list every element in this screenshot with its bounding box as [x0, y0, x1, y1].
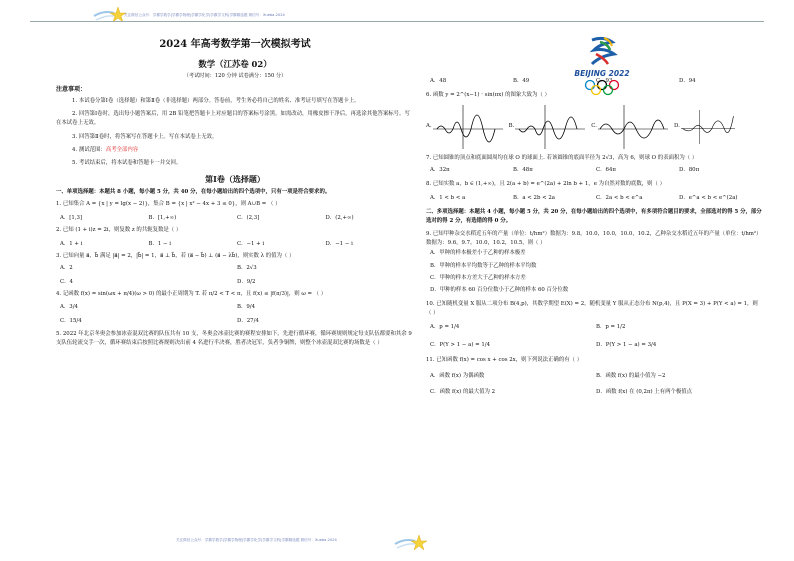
- question-10: [426, 300, 762, 350]
- section2-intro: 二、多项选择题：本题共 4 小题，每小题 5 分，共 20 分，在每小题给出的四个选项中，有多项符合题目的要求，全部选对的得 5 分，部分选对的得 2 分，有选错的得 0 分。: [426, 208, 762, 224]
- option-c[interactable]: C．−1 + i: [237, 240, 265, 247]
- option-d[interactable]: D．函数 f(x) 在 (0,2π) 上有两个极值点: [596, 388, 693, 395]
- option-d[interactable]: D．(2,+∞): [325, 215, 354, 222]
- shooting-star-icon: [393, 532, 427, 554]
- question-stem: 11. 已知函数 f(x) = cos x + cos 2x，则下列说法正确的有（ ）: [426, 356, 583, 363]
- question-stem: 3. 已知向量 a⃗，b⃗ 满足 |a⃗| = 2，|b⃗| = 1，a⃗ ⊥ b⃗，若 (a⃗ − b⃗) ⊥ (a⃗ − λb⃗)，则实数 λ 的值为（ ）: [56, 252, 295, 259]
- footer-text: 关注微信公众号：学霸学数学|学霸学物理|学霸学化学|学霸学文科|学霸精选题 微信号：Xueba-2024: [176, 538, 337, 542]
- notice-item: 2. 回答第Ⅰ卷时，选出每小题答案后，用 2B 铅笔把答题卡上对应题目的答案标号涂黑。如需改动，用橡皮擦干净后，再选涂其他答案标号。写在本试卷上无效。: [56, 111, 410, 127]
- question-options: [56, 215, 414, 223]
- option-a[interactable]: A．1 < b < a: [430, 194, 466, 201]
- question-2: [56, 227, 414, 249]
- question-1: [56, 201, 414, 223]
- graph-option-c[interactable]: [591, 105, 668, 149]
- section1-title: 第Ⅰ卷（选择题）: [205, 174, 265, 185]
- question-options: [56, 304, 414, 326]
- question-4: [56, 291, 414, 325]
- option-b[interactable]: B．9/4: [237, 303, 256, 310]
- question-3: [56, 253, 414, 287]
- option-c[interactable]: C．P(Y > 1 − a) = 1/4: [430, 341, 491, 348]
- notice-list: [56, 97, 414, 168]
- header-divider: [30, 21, 764, 22]
- exam-subtitle: 数学（江苏卷 02）: [198, 58, 272, 69]
- graph-option-d[interactable]: [674, 105, 735, 149]
- question-stem: 4. 记函数 f(x) = sin(ωx + π/4)(ω > 0) 的最小正周期为 T. 若 π/2 < T < π，且 f(x) ≤ |f(π/3)|，则 ω = （ ）: [56, 291, 327, 298]
- option-a[interactable]: A．p = 1/4: [430, 324, 460, 331]
- notice-item: 5. 考试结束后，将本试卷和答题卡一并交回。: [72, 159, 182, 166]
- question-options: [426, 373, 762, 397]
- option-d[interactable]: D．27/4: [237, 317, 259, 324]
- question-stem: 1. 已知集合 A = {x | y = lg(x − 2)}，集合 B = {x | x² − 4x + 3 ≤ 0}，则 A∪B = （ ）: [56, 201, 281, 208]
- question-options: [426, 249, 762, 295]
- graph-label: C.: [591, 122, 597, 129]
- question-stem: 9. 已知甲种杂交水稻近五年的产量（单位：t/hm²）数据为：9.8，10.0，10.0，10.0，10.2，乙种杂交水稻近五年的产量（单位：t/hm²）数据为：9.6，9.7，10.0，10.2，10.5，则（ ）: [426, 230, 762, 247]
- logo-text: BEIJING 2022: [574, 69, 630, 78]
- option-d[interactable]: D．94: [679, 78, 696, 84]
- right-column: [426, 34, 762, 396]
- option-a[interactable]: A．甲种的样本极差小于乙种的样本极差: [430, 250, 526, 257]
- question-options: [56, 241, 414, 249]
- left-column: [56, 34, 414, 348]
- page-footer: [0, 529, 794, 551]
- graph-b-plot: [515, 105, 585, 149]
- notice-scope-value: 高考全部内容: [105, 146, 139, 153]
- header-text: 关注微信公众号：学霸学数学|学霸学物理|学霸学化学|学霸学文科|学霸精选题 微信号：Xueba-2024: [124, 13, 285, 17]
- exam-info: （考试时间：120 分钟 试卷满分：150 分）: [183, 73, 287, 79]
- question-5: [56, 330, 414, 348]
- notice-heading: 注意事项：: [56, 85, 87, 93]
- beijing-2022-logo: [570, 34, 634, 98]
- option-a[interactable]: A．3/4: [60, 303, 78, 310]
- graph-label: A.: [426, 122, 432, 129]
- option-c[interactable]: C．15/4: [60, 317, 82, 324]
- option-b[interactable]: B．p = 1/2: [596, 324, 626, 331]
- option-d[interactable]: D．9/2: [237, 279, 256, 286]
- question-options: [426, 195, 762, 203]
- option-b[interactable]: B．49: [513, 78, 530, 84]
- notice-item: 3. 回答第Ⅱ卷时，将答案写在答题卡上。写在本试卷上无效。: [72, 133, 218, 140]
- notice-scope-label: 4. 测试范围：: [72, 146, 106, 153]
- question-stem: 2. 已知 (1 + i)z = 2i，则复数 z 的共轭复数是（ ）: [56, 226, 182, 233]
- question-6: [426, 92, 762, 150]
- option-b[interactable]: B．1 − i: [148, 240, 171, 247]
- question-9: [426, 230, 762, 295]
- question-7: [426, 154, 762, 175]
- option-c[interactable]: C．甲种的样本方差大于乙种的样本方差: [430, 274, 526, 281]
- graph-option-b[interactable]: [509, 105, 586, 149]
- olympic-ring: [586, 81, 595, 90]
- question-options: [426, 323, 762, 349]
- shooting-star-icon: [92, 4, 126, 26]
- question-options: [56, 265, 414, 287]
- option-d[interactable]: D．e^a < b < e^(2a): [679, 194, 738, 201]
- option-c[interactable]: C．2a < b < e^a: [596, 194, 643, 201]
- option-d[interactable]: D．甲种的样本 60 百分位数小于乙种的样本 60 百分位数: [430, 286, 569, 293]
- graph-label: B.: [508, 122, 515, 129]
- graph-label: D.: [673, 122, 680, 129]
- option-b[interactable]: B．甲种的样本平均数等于乙种的样本平均数: [430, 262, 537, 269]
- question-stem: 8. 已知实数 a，b ∈ (1,+∞)，且 2(a + b) = e^(2a) + 2ln b + 1，e 为自然对数的底数，则（ ）: [426, 180, 666, 187]
- option-a[interactable]: A．48: [430, 78, 447, 84]
- question-11: [426, 357, 762, 396]
- graph-d-plot: [681, 105, 735, 149]
- option-a[interactable]: A．函数 f(x) 为偶函数: [430, 372, 485, 379]
- olympic-ring: [604, 86, 613, 95]
- option-b[interactable]: B．[1,+∞): [148, 215, 177, 222]
- option-a[interactable]: A．2: [60, 265, 73, 272]
- option-c[interactable]: C．4: [60, 279, 73, 286]
- option-a[interactable]: A．[1,3]: [60, 215, 83, 222]
- option-c[interactable]: C．64π: [596, 166, 616, 173]
- exam-title: 2024 年高考数学第一次模拟考试: [159, 39, 311, 50]
- option-b[interactable]: B．48π: [513, 166, 533, 173]
- olympic-ring: [610, 81, 619, 90]
- question-stem: 7. 已知圆锥的顶点和底面圆周均在球 O 的球面上. 若该圆锥的底面半径为 2√3，高为 6，则球 O 的表面积为（ ）: [426, 154, 698, 161]
- graph-c-plot: [598, 105, 668, 149]
- notice-item: 1. 本试卷分第Ⅰ卷（选择题）和第Ⅱ卷（非选择题）两部分。答卷前，考生务必将自己的姓名、准考证号填写在答题卡上。: [72, 98, 360, 104]
- option-b[interactable]: B．函数 f(x) 的最小值为 −2: [596, 372, 666, 379]
- option-d[interactable]: D．P(Y > 1 − a) = 3/4: [596, 341, 657, 348]
- olympic-ring: [598, 81, 607, 90]
- option-a[interactable]: A．32π: [430, 166, 450, 173]
- option-c[interactable]: C．函数 f(x) 的最大值为 2: [430, 388, 496, 395]
- option-b[interactable]: B．2√3: [237, 265, 257, 272]
- question-stem: 10. 已知随机变量 X 服从二项分布 B(4,p)，其数学期望 E(X) = 2，随机变量 Y 服从正态分布 N(p,4)，且 P(X = 3) + P(Y < a) = 1，则（ ）: [426, 301, 758, 317]
- notice-item: [56, 146, 414, 155]
- question-stem: 6. 函数 y = 2^(x−1) · sin(πx) 的图象大致为（ ）: [426, 91, 550, 98]
- question-options: [426, 166, 762, 175]
- option-a[interactable]: A．1 + i: [60, 240, 83, 247]
- section1-intro: 一、单项选择题：本题共 8 小题，每小题 5 分，共 40 分，在每小题给出的四个选项中，只有一项是符合要求的。: [56, 189, 331, 196]
- graph-a-plot: [433, 105, 503, 149]
- option-b[interactable]: B．a < 2b < 2a: [513, 194, 555, 201]
- option-c[interactable]: C．(2,3]: [237, 215, 260, 222]
- option-d[interactable]: D．80π: [679, 166, 700, 173]
- question-stem: 5. 2022 年北京冬奥会参加冰壶混双比赛的队伍共有 10 支，冬奥会冰壶比赛的赛程安排如下，先进行循环赛，循环赛规则规定每支队伍都要和其余 9 支队伍轮流交手一次，循环赛结束后按照比赛规则决出前 4 名进行半决赛，胜者决冠军，负者争铜牌，则整个冰壶混双比赛的场数是（ ）: [56, 330, 412, 346]
- graph-options: [426, 104, 762, 150]
- page-header: [0, 0, 794, 22]
- option-c[interactable]: C．93: [596, 78, 613, 84]
- option-d[interactable]: D．−1 − i: [325, 240, 353, 247]
- question-8: [426, 181, 762, 203]
- graph-option-a[interactable]: [426, 105, 503, 149]
- olympic-ring: [592, 86, 601, 95]
